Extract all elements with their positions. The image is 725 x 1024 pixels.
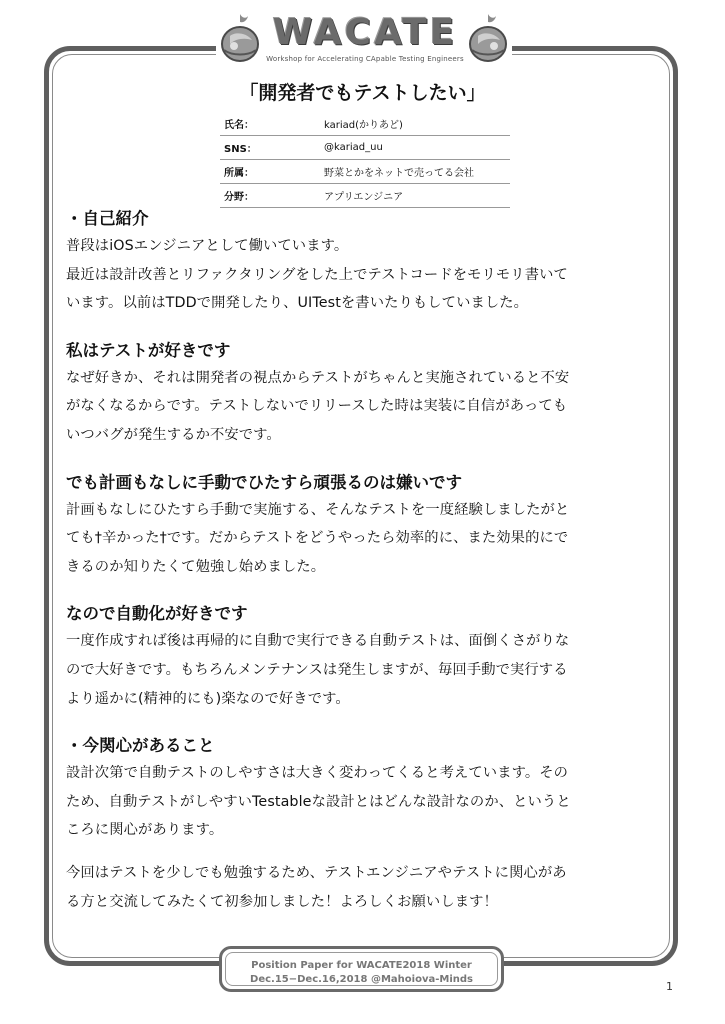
table-row [220, 160, 510, 184]
footer-line-1: Position Paper for WACATE2018 Winter [251, 960, 472, 971]
paragraph-line: 最近は設計改善とリファクタリングをした上でテストコードをモリモリ書いて [66, 266, 568, 283]
paragraph-line: 計画もなしにひたすら手動で実施する、そんなテストを一度経験しましたがと [66, 501, 570, 518]
footer-banner [219, 946, 504, 992]
main-content [66, 206, 662, 916]
apple-emblem-icon [216, 10, 264, 66]
paragraph-line: る方と交流してみたくて初参加しました！よろしくお願いします！ [66, 893, 498, 910]
paragraph-line: 設計次第で自動テストのしやすさは大きく変わってくると考えています。その [66, 765, 569, 782]
profile-value: @kariad_uu [320, 136, 510, 160]
profile-key: SNS： [220, 136, 320, 160]
paragraph-line: います。以前はTDDで開発したり、UITestを書いたりもしていました。 [66, 295, 529, 312]
paragraph-line: 今回はテストを少しでも勉強するため、テストエンジニアやテストに関心があ [66, 864, 567, 881]
document-title: 「開発者でもテストしたい」 [239, 82, 486, 104]
table-row [220, 112, 510, 136]
profile-value: アプリエンジニア [320, 184, 510, 208]
paragraph-line: ため、自動テストがしやすいTestableな設計とはどんな設計なのか、というと [66, 793, 571, 810]
logo-block [216, 6, 512, 68]
table-row [220, 184, 510, 208]
profile-table [220, 112, 510, 208]
profile-value: 野菜とかをネットで売ってる会社 [320, 160, 510, 184]
logo-subtitle: Workshop for Accelerating CApable Testing Engineers [266, 55, 464, 63]
paragraph-line: より遥かに(精神的にも)楽なので好きです。 [66, 690, 350, 707]
section-heading-automation: なので自動化が好きです [66, 604, 248, 624]
profile-key: 所属： [220, 160, 320, 184]
profile-key: 分野： [220, 184, 320, 208]
apple-emblem-icon [464, 10, 512, 66]
paragraph-line: ても†辛かった†です。だからテストをどうやったら効率的に、また効果的にで [66, 530, 569, 547]
page-number: 1 [666, 980, 673, 993]
logo-text: WACATE [272, 12, 458, 53]
paragraph-line: ころに関心があります。 [66, 822, 224, 839]
paragraph-line: きるのか知りたくて勉強し始めました。 [66, 558, 326, 575]
section-heading-like: 私はテストが好きです [66, 340, 231, 360]
paragraph-line: 一度作成すれば後は再帰的に自動で実行できる自動テストは、面倒くさがりな [66, 633, 570, 650]
profile-key: 氏名： [220, 112, 320, 136]
table-row [220, 136, 510, 160]
footer-line-2: Dec.15−Dec.16,2018 @Mahoiova-Minds [250, 974, 473, 985]
section-heading-intro: ・自己紹介 [66, 209, 149, 228]
paragraph-line: ので大好きです。もちろんメンテナンスは発生しますが、毎回手動で実行する [66, 661, 568, 678]
section-heading-dislike: でも計画もなしに手動でひたすら頑張るのは嫌いです [66, 472, 462, 492]
paragraph-line: なぜ好きか、それは開発者の視点からテストがちゃんと実施されていると不安 [66, 369, 570, 386]
paragraph-line: がなくなるからです。テストしないでリリースした時は実装に自信があっても [66, 398, 568, 415]
section-heading-interest: ・今関心があること [66, 736, 215, 756]
paragraph-line: いつバグが発生するか不安です。 [66, 426, 281, 443]
paragraph-line: 普段はiOSエンジニアとして働いています。 [66, 238, 349, 254]
profile-value: kariad(かりあど) [320, 112, 510, 136]
